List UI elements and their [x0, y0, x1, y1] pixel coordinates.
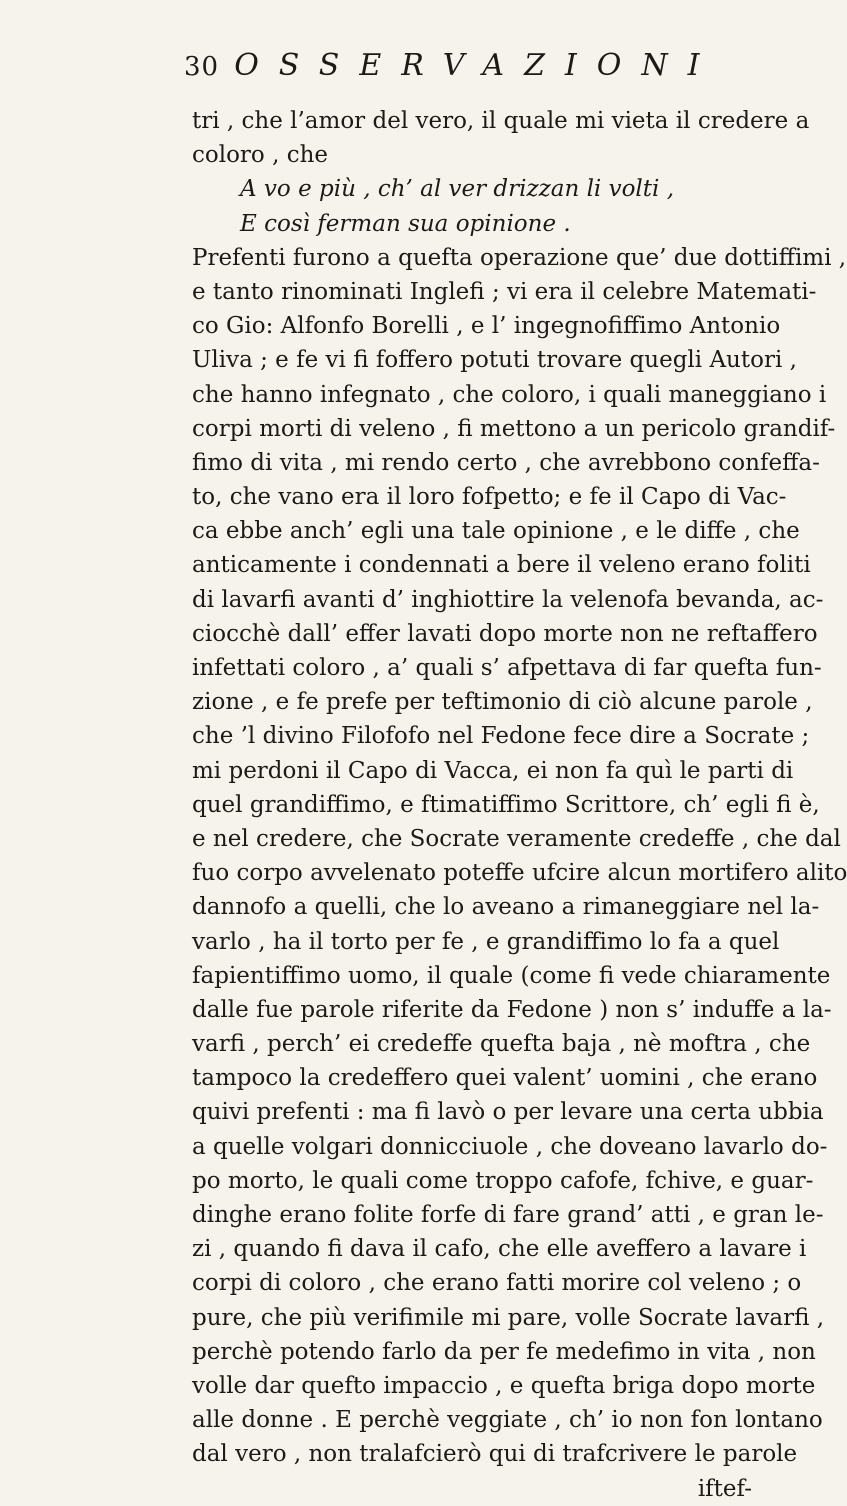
text-line: to, che vano era il loro fofpetto; e fe il Capo di Vac-: [192, 484, 787, 511]
text-line: quel grandiffimo, e ftimatiffimo Scrittore, ch’ egli fi è,: [192, 791, 820, 818]
text-line: varfi , perch’ ei credeffe quefta baja , nè moftra , che: [192, 1031, 811, 1058]
text-line: alle donne . E perchè veggiate , ch’ io non fon lontano: [192, 1407, 823, 1434]
text-line: e tanto rinominati Inglefi ; vi era il celebre Matemati-: [192, 278, 817, 305]
text-line: che ’l divino Filofofo nel Fedone fece dire a Socrate ;: [192, 723, 810, 750]
text-line: anticamente i condennati a bere il veleno erano foliti: [192, 552, 811, 579]
text-line: dalle fue parole riferite da Fedone ) non s’ induffe a la-: [192, 996, 832, 1023]
text-line: co Gio: Alfonfo Borelli , e l’ ingegnofiffimo Antonio: [192, 313, 781, 340]
text-line: a quelle volgari donnicciuole , che doveano lavarlo do-: [192, 1133, 828, 1160]
text-line: zi , quando fi dava il cafo, che elle aveffero a lavare i: [192, 1236, 807, 1263]
text-line: coloro , che: [192, 142, 329, 169]
verse-line: A vo e più , ch’ al ver drizzan li volti ,: [240, 176, 675, 203]
text-line: infettati coloro , a’ quali s’ afpettava di far quefta fun-: [192, 655, 822, 681]
catchword: iftef-: [697, 1475, 752, 1502]
text-line: perchè potendo farlo da per fe medefimo in vita , non: [192, 1338, 816, 1365]
text-line: dinghe erano folite forfe di fare grand’ atti , e gran le-: [192, 1202, 824, 1228]
text-line: varlo , ha il torto per fe , e grandiffimo lo fa a quel: [192, 928, 780, 955]
text-line: corpi morti di veleno , fi mettono a un pericolo grandif-: [192, 415, 836, 442]
text-line: tri , che l’amor del vero, il quale mi vieta il credere a: [192, 108, 810, 134]
text-line: ca ebbe anch’ egli una tale opinione , e le diffe , che: [192, 518, 800, 545]
text-line: ciocchè dall’ effer lavati dopo morte non ne reftaffero: [192, 620, 818, 647]
text-line: fapientiffimo uomo, il quale (come fi vede chiaramente: [192, 962, 831, 989]
text-line: Uliva ; e fe vi fi foffero potuti trovare quegli Autori ,: [192, 347, 797, 374]
text-line: tampoco la credeffero quei valent’ uomini , che erano: [192, 1065, 818, 1092]
text-line: fuo corpo avvelenato poteffe ufcire alcun mortifero alito: [192, 860, 847, 887]
text-line: Prefenti furono a quefta operazione que’ due dottiffimi ,: [192, 244, 847, 271]
text-line: zione , e fe prefe per teftimonio di ciò alcune parole ,: [192, 689, 813, 716]
text-line: che hanno infegnato , che coloro, i quali maneggiano i: [192, 381, 827, 408]
page-header: [184, 48, 744, 96]
text-line: fimo di vita , mi rendo certo , che avrebbono confeffa-: [192, 449, 820, 476]
text-line: dal vero , non tralafcierò qui di trafcrivere le parole: [192, 1441, 798, 1468]
text-line: po morto, le quali come troppo cafofe, fchive, e guar-: [192, 1167, 814, 1194]
running-title: OSSERVAZIONI: [234, 48, 720, 83]
text-line: mi perdoni il Capo di Vacca, ei non fa quì le parti di: [192, 757, 794, 784]
text-line: pure, che più verifimile mi pare, volle Socrate lavarfi ,: [192, 1304, 825, 1331]
page-number: 30: [184, 52, 220, 82]
body-text: [192, 104, 847, 1502]
text-line: corpi di coloro , che erano fatti morire col veleno ; o: [192, 1270, 802, 1297]
text-line: e nel credere, che Socrate veramente credeffe , che dal: [192, 825, 841, 852]
text-line: di lavarfi avanti d’ inghiottire la velenofa bevanda, ac-: [192, 586, 824, 613]
text-line: volle dar quefto impaccio , e quefta briga dopo morte: [192, 1372, 816, 1399]
text-line: quivi prefenti : ma fi lavò o per levare una certa ubbia: [192, 1099, 824, 1126]
text-line: dannofo a quelli, che lo aveano a rimaneggiare nel la-: [192, 894, 820, 921]
verse-line: E così ferman sua opinione .: [240, 210, 571, 237]
